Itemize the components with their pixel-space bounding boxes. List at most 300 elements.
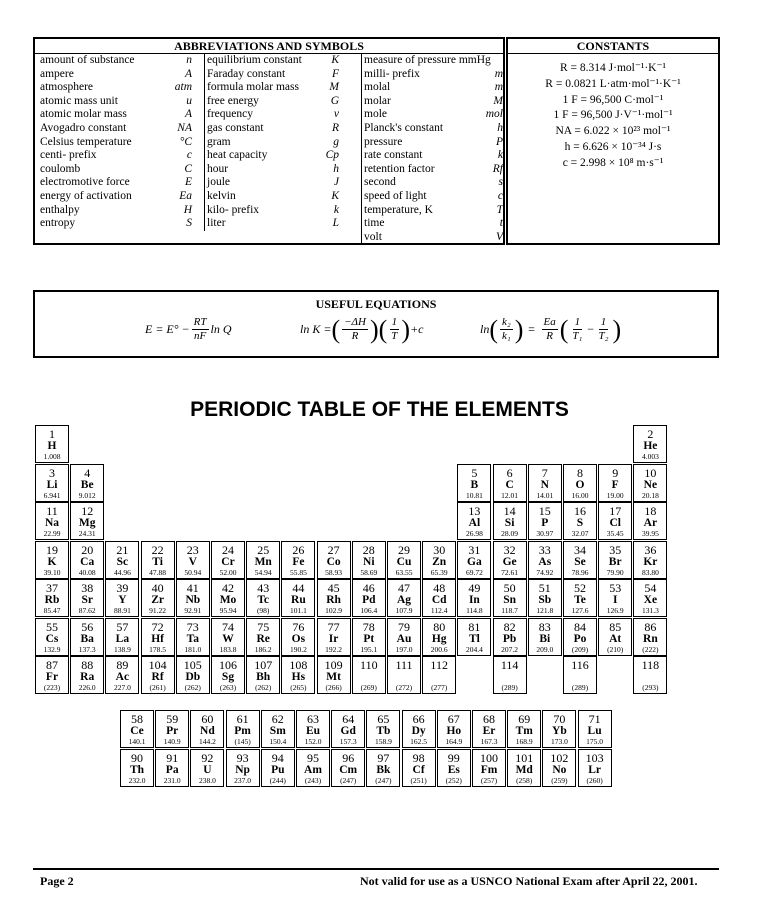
abbreviation-row bbox=[364, 68, 503, 82]
element-symbol: Sm bbox=[269, 725, 286, 737]
abbreviations-column-2 bbox=[204, 54, 339, 231]
atomic-mass: 101.1 bbox=[289, 606, 307, 615]
abbreviation-row bbox=[364, 190, 503, 204]
atomic-mass: (262) bbox=[184, 683, 201, 692]
eq3-num3: 1 bbox=[574, 316, 581, 328]
abbreviation-row bbox=[364, 81, 503, 95]
atomic-number: 9 bbox=[612, 465, 619, 480]
abbreviation-label: joule bbox=[207, 176, 230, 189]
constant-line: 1 F = 96,500 J·V⁻¹·mol⁻¹ bbox=[553, 109, 673, 122]
eq1-den: nF bbox=[193, 330, 207, 342]
atomic-mass: 132.9 bbox=[43, 644, 61, 654]
element-cell bbox=[155, 749, 189, 787]
abbreviation-row bbox=[40, 163, 192, 177]
eq2-fraction-1 bbox=[342, 316, 368, 343]
element-cell bbox=[190, 710, 224, 748]
abbreviation-row bbox=[207, 163, 339, 177]
abbreviation-label: gas constant bbox=[207, 121, 264, 134]
element-symbol: Nb bbox=[185, 594, 201, 606]
atomic-mass: 63.55 bbox=[395, 567, 413, 577]
element-symbol: F bbox=[611, 478, 619, 491]
abbreviation-symbol: M bbox=[329, 81, 339, 94]
atomic-mass: (262) bbox=[255, 683, 272, 692]
atomic-mass: 195.1 bbox=[360, 644, 378, 654]
abbreviation-symbol: h bbox=[333, 162, 339, 175]
constant-line: 1 F = 96,500 C·mol⁻¹ bbox=[562, 93, 664, 106]
element-cell bbox=[105, 541, 139, 579]
element-symbol: Er bbox=[482, 725, 496, 737]
atomic-number: 65 bbox=[377, 712, 390, 726]
element-cell bbox=[105, 579, 139, 617]
element-symbol: Ti bbox=[152, 555, 163, 568]
element-cell bbox=[598, 618, 632, 656]
abbreviation-row bbox=[40, 149, 192, 163]
element-symbol: Cl bbox=[609, 517, 621, 529]
atomic-mass: 107.9 bbox=[395, 606, 413, 615]
atomic-number: 69 bbox=[518, 712, 531, 726]
atomic-mass: (258) bbox=[516, 775, 533, 785]
eq3-num1: k₂ bbox=[502, 316, 511, 328]
atomic-mass: 28.09 bbox=[501, 529, 519, 538]
element-symbol: Bh bbox=[256, 671, 271, 683]
atomic-mass: 158.9 bbox=[374, 737, 392, 746]
element-symbol: Dy bbox=[411, 725, 426, 737]
abbreviation-row bbox=[364, 54, 503, 68]
abbreviation-symbol: k bbox=[497, 149, 503, 162]
atomic-number: 62 bbox=[271, 712, 284, 726]
element-symbol: S bbox=[576, 517, 584, 529]
atomic-number: 70 bbox=[553, 712, 566, 726]
atomic-mass: (209) bbox=[571, 644, 589, 654]
abbreviation-symbol: C bbox=[184, 162, 192, 175]
constants-box bbox=[506, 37, 720, 245]
atomic-number: 75 bbox=[257, 619, 270, 634]
atomic-mass: 126.9 bbox=[606, 606, 624, 615]
atomic-mass: 164.9 bbox=[445, 737, 463, 746]
element-cell bbox=[141, 579, 175, 617]
atomic-number: 86 bbox=[644, 619, 657, 634]
abbreviation-row bbox=[40, 136, 192, 150]
atomic-mass: 186.2 bbox=[254, 644, 272, 654]
atomic-mass: (247) bbox=[340, 775, 357, 785]
atomic-mass: 152.0 bbox=[304, 737, 322, 746]
abbreviation-symbol: A bbox=[184, 67, 192, 80]
abbreviation-label: free energy bbox=[207, 94, 259, 107]
constant-line: R = 8.314 J·mol⁻¹·K⁻¹ bbox=[559, 62, 667, 74]
abbreviation-row bbox=[40, 54, 192, 68]
abbreviation-label: milli- prefix bbox=[364, 67, 420, 80]
element-cell bbox=[528, 618, 562, 656]
abbreviation-label: gram bbox=[207, 135, 231, 148]
atomic-number: 98 bbox=[412, 750, 425, 765]
element-symbol: Hf bbox=[151, 632, 164, 645]
abbreviation-label: measure of pressure mmHg bbox=[364, 54, 491, 66]
element-cell bbox=[352, 579, 386, 617]
element-cell bbox=[281, 656, 315, 694]
atomic-mass: (266) bbox=[325, 683, 342, 692]
atomic-number: 77 bbox=[327, 619, 340, 634]
atomic-mass: 190.2 bbox=[289, 644, 307, 654]
atomic-number: 99 bbox=[447, 750, 460, 765]
atomic-number: 14 bbox=[503, 504, 516, 518]
abbreviation-label: centi- prefix bbox=[40, 149, 97, 162]
abbreviation-symbol: m bbox=[494, 81, 503, 94]
atomic-mass: 197.0 bbox=[395, 644, 413, 654]
eq3-fraction-4 bbox=[596, 316, 610, 343]
element-symbol: As bbox=[538, 555, 552, 568]
atomic-mass: 183.8 bbox=[219, 644, 237, 654]
atomic-mass: 35.45 bbox=[606, 529, 624, 538]
abbreviation-row bbox=[207, 122, 339, 136]
atomic-number: 112 bbox=[430, 658, 448, 672]
element-symbol: Pa bbox=[165, 763, 179, 776]
atomic-mass: 209.0 bbox=[536, 644, 554, 654]
element-symbol: O bbox=[575, 478, 585, 491]
element-symbol: Hg bbox=[431, 632, 447, 645]
abbreviation-symbol: ν bbox=[333, 108, 339, 121]
element-cell bbox=[633, 502, 667, 540]
atomic-number: 5 bbox=[471, 465, 478, 480]
element-symbol: Rh bbox=[326, 594, 341, 606]
abbreviation-symbol: M bbox=[493, 94, 503, 107]
element-cell bbox=[246, 618, 280, 656]
page-number: Page 2 bbox=[40, 874, 74, 888]
atomic-number: 19 bbox=[46, 542, 58, 557]
abbreviation-symbol: P bbox=[495, 135, 503, 148]
element-symbol: Fr bbox=[45, 671, 59, 683]
element-cell bbox=[563, 502, 597, 540]
atomic-number: 104 bbox=[148, 658, 167, 672]
atomic-number: 106 bbox=[219, 658, 237, 672]
atomic-mass: 83.80 bbox=[641, 567, 659, 577]
atomic-mass: (251) bbox=[410, 775, 427, 785]
atomic-number: 64 bbox=[342, 712, 355, 726]
atomic-number: 85 bbox=[609, 619, 622, 634]
abbreviation-symbol: c bbox=[186, 149, 192, 162]
atomic-mass: 19.00 bbox=[606, 490, 624, 500]
element-symbol: Ge bbox=[502, 555, 517, 568]
element-symbol: Ac bbox=[115, 671, 130, 683]
abbreviation-symbol: g bbox=[333, 135, 339, 148]
element-symbol bbox=[634, 671, 666, 683]
element-symbol: Ne bbox=[643, 478, 658, 491]
atomic-number: 31 bbox=[468, 542, 481, 557]
element-symbol: In bbox=[468, 594, 480, 606]
atomic-mass: 78.96 bbox=[571, 567, 589, 577]
element-cell bbox=[493, 656, 527, 694]
element-cell bbox=[246, 541, 280, 579]
element-symbol: No bbox=[552, 763, 567, 776]
atomic-number: 40 bbox=[151, 581, 164, 595]
element-cell bbox=[493, 464, 527, 502]
atomic-mass: 16.00 bbox=[571, 490, 589, 500]
element-cell bbox=[246, 656, 280, 694]
eq3-fraction-1 bbox=[500, 316, 513, 343]
atomic-number: 88 bbox=[81, 658, 94, 672]
atomic-mass: 226.0 bbox=[78, 683, 96, 692]
atomic-number: 11 bbox=[46, 504, 58, 518]
atomic-mass: 58.93 bbox=[325, 567, 343, 577]
atomic-mass: (293) bbox=[642, 683, 659, 692]
element-cell bbox=[387, 579, 421, 617]
element-cell bbox=[141, 541, 175, 579]
atomic-number: 37 bbox=[46, 581, 58, 595]
element-symbol: Cu bbox=[396, 555, 412, 568]
element-symbol: Db bbox=[185, 671, 201, 683]
element-cell bbox=[366, 710, 400, 748]
atomic-number: 28 bbox=[362, 542, 375, 557]
atomic-mass: 50.94 bbox=[184, 567, 202, 577]
element-cell bbox=[422, 579, 456, 617]
eq1-fraction bbox=[192, 316, 209, 343]
abbreviation-label: speed of light bbox=[364, 189, 427, 202]
element-cell bbox=[507, 710, 541, 748]
abbreviation-row bbox=[40, 68, 192, 82]
element-symbol: Si bbox=[504, 517, 515, 529]
element-cell bbox=[366, 749, 400, 787]
eq3-den4: T₂ bbox=[598, 330, 609, 342]
atomic-mass: 47.88 bbox=[149, 567, 167, 577]
atomic-mass: 40.08 bbox=[78, 567, 96, 577]
element-symbol: Ru bbox=[291, 594, 306, 606]
element-cell bbox=[578, 749, 612, 787]
element-symbol: Fe bbox=[292, 555, 305, 568]
atomic-mass: 157.3 bbox=[339, 737, 357, 746]
element-cell bbox=[296, 710, 330, 748]
atomic-number: 7 bbox=[541, 465, 548, 480]
atomic-mass: 32.07 bbox=[571, 529, 589, 538]
element-cell bbox=[352, 541, 386, 579]
abbreviation-row bbox=[40, 190, 192, 204]
abbreviation-row bbox=[40, 81, 192, 95]
element-cell bbox=[70, 579, 104, 617]
element-cell bbox=[422, 541, 456, 579]
element-cell bbox=[70, 502, 104, 540]
atomic-number: 18 bbox=[644, 504, 657, 518]
atomic-mass: 87.62 bbox=[78, 606, 96, 615]
atomic-number: 12 bbox=[81, 504, 94, 518]
atomic-mass: 232.0 bbox=[128, 775, 146, 785]
atomic-mass: 200.6 bbox=[430, 644, 448, 654]
atomic-number: 54 bbox=[644, 581, 657, 595]
element-symbol: Md bbox=[515, 763, 533, 776]
element-cell bbox=[402, 749, 436, 787]
atomic-mass: 12.01 bbox=[501, 490, 519, 500]
abbreviation-label: temperature, K bbox=[364, 203, 433, 216]
element-symbol: Ho bbox=[446, 725, 462, 737]
abbreviation-row bbox=[364, 122, 503, 136]
element-symbol: Be bbox=[80, 478, 94, 491]
eq1-left: E = E° − bbox=[145, 322, 190, 336]
element-symbol: Mo bbox=[219, 594, 237, 606]
eq3-minus: − bbox=[586, 322, 595, 336]
element-symbol: Pt bbox=[363, 632, 375, 645]
abbreviation-label: frequency bbox=[207, 108, 253, 121]
element-symbol: Kr bbox=[643, 555, 658, 568]
atomic-mass: 238.0 bbox=[198, 775, 216, 785]
atomic-number: 33 bbox=[538, 542, 551, 557]
atomic-mass: (289) bbox=[571, 683, 589, 692]
abbreviation-label: atmosphere bbox=[40, 81, 94, 94]
element-cell bbox=[633, 464, 667, 502]
element-symbol: Au bbox=[396, 632, 412, 645]
eq3-equals: = bbox=[527, 322, 536, 336]
atomic-mass: 207.2 bbox=[501, 644, 519, 654]
atomic-mass: 114.8 bbox=[466, 606, 483, 615]
atomic-number: 29 bbox=[398, 542, 410, 557]
element-symbol: Na bbox=[44, 517, 60, 529]
atomic-number: 58 bbox=[131, 712, 143, 726]
atomic-mass: 102.9 bbox=[325, 606, 343, 615]
element-symbol: B bbox=[470, 478, 479, 491]
atomic-mass: 140.9 bbox=[163, 737, 181, 746]
abbreviation-symbol: Cp bbox=[325, 149, 339, 162]
constant-line: h = 6.626 × 10⁻³⁴ J·s bbox=[564, 140, 662, 153]
atomic-mass: 181.0 bbox=[184, 644, 202, 654]
element-cell bbox=[422, 618, 456, 656]
abbreviation-label: equilibrium constant bbox=[207, 54, 302, 66]
atomic-number: 63 bbox=[307, 712, 319, 726]
element-symbol: Fm bbox=[480, 763, 498, 776]
paren: ) bbox=[514, 314, 524, 344]
atomic-number: 42 bbox=[222, 581, 234, 595]
element-cell bbox=[633, 618, 667, 656]
element-cell bbox=[633, 425, 667, 463]
abbreviation-label: pressure bbox=[364, 135, 403, 148]
atomic-mass: 65.39 bbox=[430, 567, 448, 577]
abbreviation-label: coulomb bbox=[40, 162, 81, 175]
abbreviation-symbol: G bbox=[330, 94, 339, 107]
element-cell bbox=[70, 541, 104, 579]
atomic-number: 30 bbox=[433, 542, 446, 557]
atomic-mass: 9.012 bbox=[78, 490, 96, 500]
periodic-table-title: PERIODIC TABLE OF THE ELEMENTS bbox=[190, 398, 569, 421]
atomic-number: 59 bbox=[166, 712, 179, 726]
element-cell bbox=[598, 464, 632, 502]
element-cell bbox=[387, 541, 421, 579]
atomic-mass: (289) bbox=[501, 683, 518, 692]
atomic-number: 35 bbox=[609, 542, 622, 557]
atomic-number: 72 bbox=[151, 619, 164, 634]
eq2-num1: −ΔH bbox=[344, 316, 366, 328]
atomic-mass: 112.4 bbox=[430, 606, 448, 615]
atomic-number: 38 bbox=[81, 581, 94, 595]
atomic-mass: (244) bbox=[269, 775, 286, 785]
equations-box bbox=[33, 290, 719, 358]
abbreviation-row bbox=[207, 108, 339, 122]
element-cell bbox=[317, 541, 351, 579]
vant-hoff-equation bbox=[300, 316, 424, 343]
element-cell bbox=[35, 541, 69, 579]
eq2-fraction-2 bbox=[389, 316, 399, 343]
eq2-den2: T bbox=[391, 330, 398, 342]
abbreviation-label: Planck's constant bbox=[364, 121, 444, 134]
element-cell bbox=[457, 541, 491, 579]
atomic-mass: 74.92 bbox=[536, 567, 554, 577]
element-cell bbox=[70, 656, 104, 694]
element-symbol: Ga bbox=[467, 555, 482, 568]
atomic-number: 107 bbox=[254, 658, 273, 672]
abbreviation-row bbox=[207, 190, 339, 204]
element-cell bbox=[70, 464, 104, 502]
atomic-mass: (269) bbox=[360, 683, 377, 692]
atomic-number: 96 bbox=[342, 750, 355, 765]
abbreviation-symbol: K bbox=[331, 189, 339, 202]
element-symbol: Ir bbox=[328, 632, 339, 645]
atomic-mass: 138.9 bbox=[113, 644, 131, 654]
element-symbol: Li bbox=[46, 478, 58, 491]
element-cell bbox=[563, 618, 597, 656]
element-cell bbox=[563, 656, 597, 694]
element-symbol: Se bbox=[574, 555, 586, 568]
atomic-mass: 55.85 bbox=[289, 567, 307, 577]
element-symbol: Cm bbox=[339, 763, 358, 776]
element-cell bbox=[563, 464, 597, 502]
atomic-mass: 20.18 bbox=[641, 490, 659, 500]
eq2-num2: 1 bbox=[391, 316, 398, 328]
element-symbol: N bbox=[540, 478, 549, 491]
abbreviation-symbol: F bbox=[331, 67, 339, 80]
atomic-number: 87 bbox=[46, 658, 58, 672]
atomic-number: 80 bbox=[433, 619, 446, 634]
element-cell bbox=[563, 579, 597, 617]
abbreviation-row bbox=[40, 95, 192, 109]
arrhenius-equation bbox=[480, 316, 621, 343]
element-symbol: Ba bbox=[80, 632, 94, 645]
atomic-mass: 237.0 bbox=[234, 775, 252, 785]
element-symbol bbox=[388, 671, 420, 683]
abbreviation-label: Faraday constant bbox=[207, 67, 286, 80]
element-cell bbox=[35, 656, 69, 694]
abbreviation-label: retention factor bbox=[364, 162, 435, 175]
element-symbol: Ce bbox=[130, 725, 144, 737]
element-symbol: Mn bbox=[254, 555, 272, 568]
paren: ( bbox=[489, 314, 499, 344]
atomic-number: 68 bbox=[483, 712, 495, 726]
atomic-number: 89 bbox=[116, 658, 129, 672]
atomic-number: 17 bbox=[609, 504, 622, 518]
element-symbol: H bbox=[47, 440, 57, 452]
atomic-number: 66 bbox=[412, 712, 425, 726]
atomic-mass: 118.7 bbox=[501, 606, 518, 615]
element-cell bbox=[352, 618, 386, 656]
element-cell bbox=[528, 464, 562, 502]
element-symbol: Cd bbox=[431, 594, 447, 606]
atomic-number: 13 bbox=[468, 504, 481, 518]
atomic-mass: 144.2 bbox=[198, 737, 216, 746]
element-cell bbox=[176, 541, 210, 579]
element-symbol: Y bbox=[118, 594, 127, 606]
validity-note: Not valid for use as a USNCO National Exam after April 22, 2001. bbox=[360, 874, 698, 888]
equations-title: USEFUL EQUATIONS bbox=[315, 297, 437, 311]
abbreviation-row bbox=[364, 217, 503, 231]
element-cell bbox=[598, 502, 632, 540]
atomic-number: 95 bbox=[307, 750, 319, 765]
atomic-mass: (272) bbox=[395, 683, 413, 692]
abbreviation-label: kelvin bbox=[207, 189, 236, 202]
atomic-number: 24 bbox=[222, 542, 234, 557]
element-symbol: Co bbox=[326, 555, 341, 568]
element-symbol: Pr bbox=[166, 725, 179, 737]
element-symbol: Np bbox=[235, 763, 250, 776]
element-cell bbox=[35, 618, 69, 656]
element-symbol: Ag bbox=[396, 594, 412, 606]
element-symbol: Am bbox=[304, 763, 322, 776]
atomic-mass: (265) bbox=[290, 683, 307, 692]
element-cell bbox=[141, 618, 175, 656]
element-cell bbox=[226, 749, 260, 787]
atomic-number: 51 bbox=[538, 581, 551, 595]
